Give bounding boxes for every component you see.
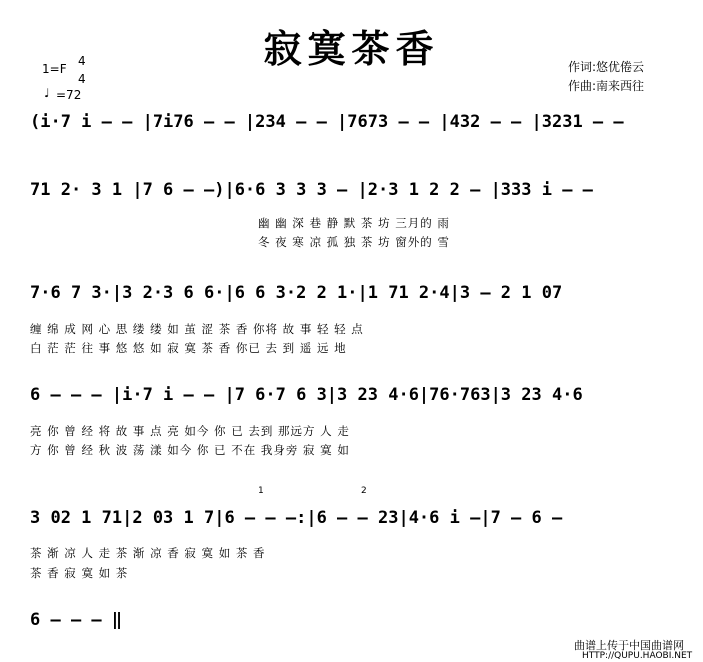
lyric-line: 亮 你 曾 经 将 故 事 点 亮 如今 你 已 去到 那远方 人 走	[30, 424, 350, 438]
lyricist: 作词:悠优倦云	[568, 60, 645, 74]
lyric-line: 方 你 曾 经 秋 波 荡 漾 如今 你 已 不在 我身旁 寂 寞 如	[30, 443, 350, 457]
lyric-line: 缠 绵 成 网 心 思 缕 缕 如 茧 涩 茶 香 你将 故 事 轻 轻 点	[30, 322, 364, 336]
lyric-line: 茶 渐 凉 人 走 茶 渐 凉 香 寂 寞 如 茶 香	[30, 546, 266, 560]
score-row-6: 6 — — — ‖	[30, 610, 123, 630]
quarter-note-icon: ♩	[44, 86, 50, 100]
composer: 作曲:南来西往	[568, 79, 645, 93]
lyric-line: 冬 夜 寒 凉 孤 独 茶 坊 窗外的 雪	[258, 235, 450, 249]
score-row-4: 6 — — — |i·7 i — — |7 6·7 6 3|3 23 4·6|76·763|3 23 4·6	[30, 385, 583, 405]
lyric-line: 幽 幽 深 巷 静 默 茶 坊 三月的 雨	[258, 216, 450, 230]
footer-url: HTTP://QUPU.HAOBI.NET	[582, 651, 693, 661]
time-signature-top: 4	[78, 54, 86, 68]
footer-site: 曲谱上传于中国曲谱网	[574, 639, 684, 652]
volta-2: 2	[361, 486, 367, 496]
lyric-line: 茶 香 寂 寞 如 茶	[30, 566, 129, 580]
key-signature: 1=F	[42, 62, 67, 76]
score-row-3: 7·6 7 3·|3 2·3 6 6·|6 6 3·2 2 1·|1 71 2·4|3 — 2 1 07	[30, 283, 563, 303]
volta-1: 1	[258, 486, 264, 496]
score-row-1: (i·7 i — — |7i76 — — |234 — — |7673 — — |432 — — |3231 — —	[30, 112, 624, 132]
score-row-5: 3 02 1 71|2 03 1 7|6 — — —:|6 — — 23|4·6 i —|7 — 6 —	[30, 508, 563, 528]
page-title: 寂寞茶香	[263, 26, 440, 71]
tempo-mark: =72	[56, 88, 82, 102]
time-signature-bottom: 4	[78, 72, 86, 86]
lyric-line: 白 茫 茫 往 事 悠 悠 如 寂 寞 茶 香 你已 去 到 遥 远 地	[30, 341, 347, 355]
score-row-2: 71 2· 3 1 |7 6 — —)|6·6 3 3 3 — |2·3 1 2 2 — |333 i — —	[30, 180, 593, 200]
